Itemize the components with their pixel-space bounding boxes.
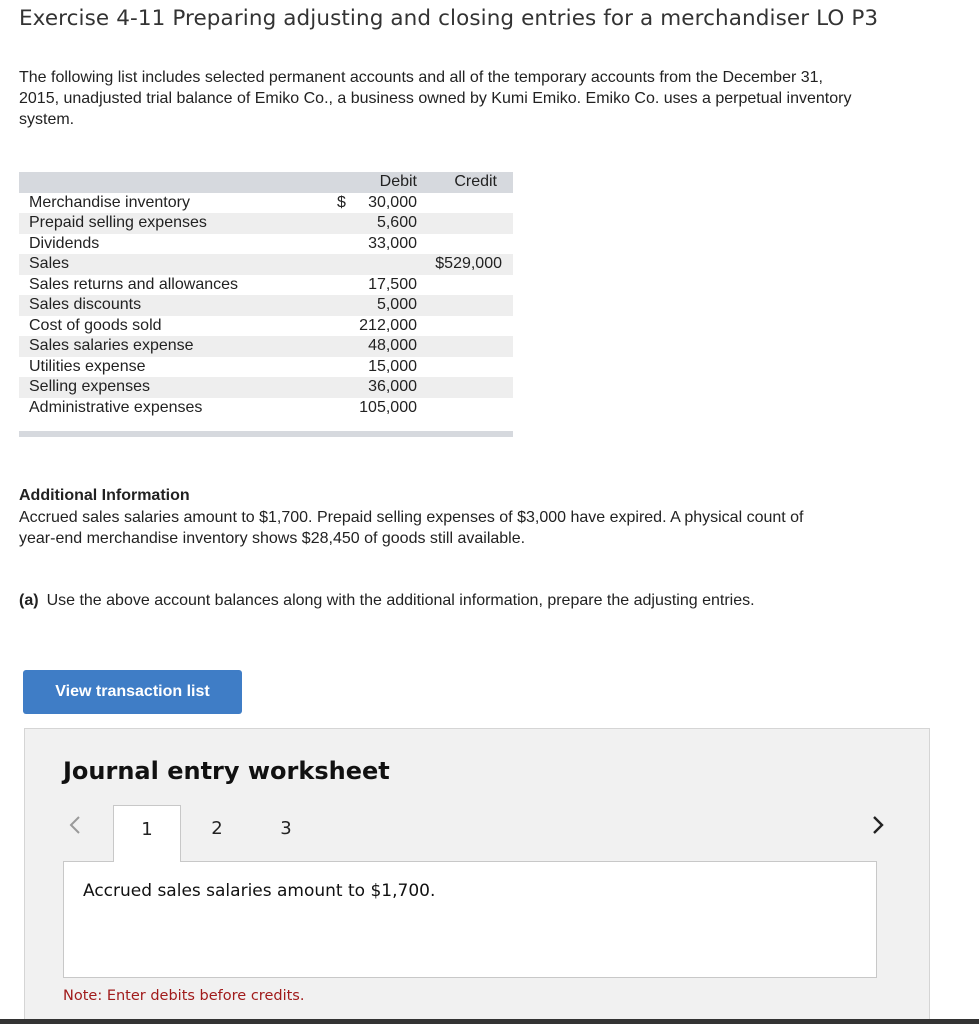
table-row — [19, 254, 513, 275]
debit-amount: 17,500 — [368, 275, 417, 293]
tab-1[interactable]: 1 — [113, 805, 181, 862]
table-row — [19, 193, 513, 214]
account-name: Sales salaries expense — [29, 337, 194, 354]
account-name: Sales — [29, 255, 70, 272]
account-name: Sales returns and allowances — [29, 275, 239, 293]
tab-3[interactable]: 3 — [280, 818, 292, 839]
table-row — [19, 234, 513, 255]
tab-2[interactable]: 2 — [211, 818, 223, 839]
table-row — [19, 295, 513, 316]
table-header-row — [19, 172, 513, 193]
debit-amount: 48,000 — [368, 337, 417, 354]
intro-paragraph: The following list includes selected permanent accounts and all of the temporary accounts from the December 31, 2015, unadjusted trial balance of Emiko Co., a business owned by Kumi Emiko. Emiko Co. uses a perpetual inventory system. — [19, 69, 852, 128]
debit-amount: 5,000 — [376, 296, 417, 313]
part-a-text: Use the above account balances along with the additional information, prepare the adjusting entries. — [46, 592, 755, 609]
account-name: Selling expenses — [29, 378, 150, 395]
journal-entry-worksheet — [24, 728, 930, 1024]
view-transaction-list-button[interactable]: View transaction list — [23, 670, 242, 714]
dollar-sign: $ — [337, 193, 346, 211]
account-name: Utilities expense — [29, 357, 146, 375]
table-spacer — [19, 418, 513, 431]
account-name: Prepaid selling expenses — [29, 214, 207, 231]
debit-amount: 105,000 — [359, 398, 417, 416]
credit-header: Credit — [454, 173, 497, 190]
table-row — [19, 377, 513, 398]
part-a-instruction — [19, 592, 755, 610]
part-a-label: (a) — [19, 592, 39, 609]
table-row — [19, 316, 513, 337]
trial-balance-table — [19, 172, 513, 437]
debit-amount: 212,000 — [359, 316, 417, 334]
table-row — [19, 213, 513, 234]
debit-amount: 15,000 — [368, 357, 417, 375]
table-row — [19, 275, 513, 296]
table-footer-bar — [19, 431, 513, 437]
debit-credit-note: Note: Enter debits before credits. — [63, 988, 305, 1004]
table-row — [19, 357, 513, 378]
debit-amount: 30,000 — [368, 193, 417, 211]
bottom-divider — [0, 1019, 979, 1024]
account-name: Dividends — [29, 234, 100, 252]
exercise-title: Exercise 4-11 Preparing adjusting and closing entries for a merchandiser LO P3 — [19, 6, 879, 31]
table-row — [19, 336, 513, 357]
additional-info-text: Accrued sales salaries amount to $1,700. Prepaid selling expenses of $3,000 have expired. A physical count of year-end merchandise inventory shows $28,450 of goods still available. — [19, 509, 804, 547]
account-name: Cost of goods sold — [29, 316, 162, 334]
additional-info-heading: Additional Information — [19, 487, 190, 504]
debit-amount: 5,600 — [376, 214, 417, 231]
account-name: Administrative expenses — [29, 398, 203, 416]
debit-amount: 33,000 — [368, 234, 417, 252]
transaction-description: Accrued sales salaries amount to $1,700. — [83, 881, 436, 901]
account-name: Merchandise inventory — [29, 193, 190, 211]
worksheet-content-panel — [63, 861, 877, 978]
chevron-left-icon[interactable] — [65, 813, 85, 837]
debit-amount: 36,000 — [368, 378, 417, 395]
account-name: Sales discounts — [29, 296, 142, 313]
table-row — [19, 398, 513, 419]
worksheet-title: Journal entry worksheet — [63, 757, 390, 785]
credit-amount: $529,000 — [435, 255, 502, 272]
chevron-right-icon[interactable] — [868, 813, 888, 837]
debit-header: Debit — [379, 173, 417, 190]
